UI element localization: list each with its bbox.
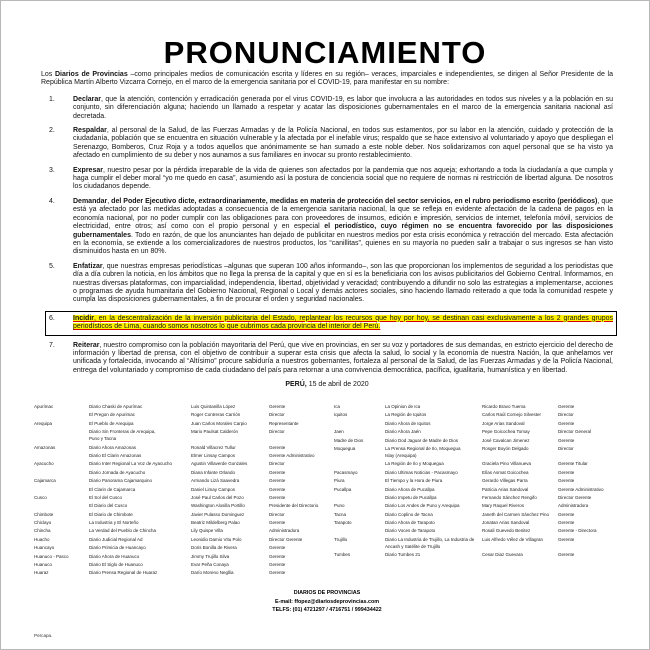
signatory-role: Gerente Titular	[558, 461, 588, 467]
signatory-region	[334, 494, 385, 501]
signatory-row	[34, 460, 326, 468]
signatory-role: Administradora	[558, 503, 589, 509]
signatory-paper: Diario Coplino de Tacna	[385, 511, 433, 517]
signatory-name: Elmer Linsay Campos	[191, 452, 236, 458]
signatory-role: Gerente	[558, 536, 575, 542]
signatory-paper: La Industria y El Norteño	[89, 520, 139, 526]
signatory-role: Director General	[558, 429, 592, 435]
signatory-region: Ica	[334, 404, 341, 409]
signatory-row	[334, 477, 617, 485]
signatory-name: José Paul Carlos del Pozo	[191, 494, 244, 500]
signatory-name: Elías Asmat Goicochea	[482, 469, 529, 475]
item-3	[41, 167, 613, 192]
signatory-row	[334, 460, 617, 468]
signatory-paper: Diario Panorama Cajamarquino	[89, 478, 153, 484]
signatory-region: Moquegua	[334, 445, 356, 451]
item-number: 6.	[49, 314, 55, 322]
signatory-row	[34, 452, 326, 460]
signatory-role: Gerente	[558, 552, 575, 558]
document-title: PRONUNCIAMIENTO	[163, 35, 487, 70]
signatory-region: Arequipa	[34, 420, 53, 426]
signatory-region: Jaen	[334, 429, 344, 435]
signatory-paper: La Prensa Regional de Ilo, Moquegua Islay (Arequipa)	[385, 445, 461, 458]
signatory-role: Director	[269, 461, 285, 467]
item-bold-text: Reiterar	[73, 341, 100, 349]
signatory-row	[334, 445, 617, 460]
signatory-role: Gerente	[558, 511, 575, 517]
signatory-region: Chiclayo	[34, 520, 52, 526]
item-number: 3.	[49, 166, 55, 174]
signatory-paper: Diario Primicia de Huancayo	[89, 545, 146, 551]
signatory-paper: Diario Sin Fronteras de Arequipa, Puno y Tacna	[89, 429, 156, 442]
highlighted-text	[73, 315, 613, 330]
signatory-paper: El Pregon de Apurimac	[89, 412, 136, 418]
signatory-row	[334, 527, 617, 535]
signatory-name: Mary Raquel Riveros	[482, 503, 525, 509]
signatory-name: Jorge Arias Sandoval	[482, 420, 525, 426]
signatory-name: Rosali Guevedo Benitez	[482, 528, 531, 534]
signatory-row	[34, 428, 326, 443]
signatory-name: Javier Pulasso Dominguez	[191, 511, 245, 517]
signatory-row	[34, 569, 326, 577]
item-bold-text: Expresar	[73, 166, 103, 174]
signatory-region: Chincha	[34, 528, 51, 534]
signatory-region: Tumbes	[334, 552, 351, 558]
signatory-region: Huancayo	[34, 545, 55, 551]
signatory-region	[334, 420, 385, 427]
intro-bold: Diarios de Provincias	[55, 71, 128, 78]
signatory-name: Lily Quispe Villa	[191, 528, 223, 534]
signatory-name: Agustin Villaverde Gonzales	[191, 461, 248, 467]
signatory-name: Mario Paulsat Calderón	[191, 429, 239, 435]
signatory-name: Patricia Arias Sandoval	[482, 486, 529, 492]
signatory-role: Director	[558, 412, 574, 418]
signatory-region: Trujillo	[334, 536, 348, 542]
signatory-name: Jonatan Arias Sandoval	[482, 520, 530, 526]
signatory-name: Luis Quintanilla López	[191, 404, 236, 409]
signatory-role: Director	[269, 429, 285, 435]
signatory-name: Beatriz Mildelberg Palao	[191, 520, 240, 526]
signatory-row	[34, 561, 326, 569]
signatory-role: Gerente	[558, 404, 575, 409]
item-text: , que nuestras empresas periodísticas –algunas que superan 100 años informando–, son las que proporcionan los implementos de seguridad a los periodistas que día a día cubren la noticia, en los ámbitos que no llega la prensa de la capital y que en sí es la beneficiaria con los avisos publicitarios del Gobierno Central. Informamos, en nuestras diversas plataformas, con imparcialidad, independencia, libertad, objetividad y veracidad; contribuyendo a difundir no solo las estrategias a implementarse, acciones o programas de ayuda humanitaria del Gobierno Nacional, Regional o Local y demás actores sociales, sino haciendo llamado reiterado a que toda la comunidad respete y cumpla las disposiciones gubernamentales, a fin de procurar el orden y seguridad nacionales.	[73, 262, 613, 304]
signatory-row	[334, 519, 617, 527]
signatory-row	[34, 494, 326, 502]
signatory-region: Ayacucho	[34, 461, 54, 467]
signatory-row	[334, 511, 617, 519]
signatory-name: Armando Lizá Saavedra	[191, 478, 240, 484]
signatory-row	[334, 469, 617, 477]
footer-email: E-mail: ffopez@diariosdeprovincias.com	[274, 598, 380, 605]
date-line	[41, 381, 613, 389]
signatory-paper: El Pueblo de Arequipa	[89, 420, 134, 426]
item-text: , que la atención, contención y erradicación generada por el virus COVID-19, es labor que involucra a las autoridades en todos sus niveles y a la población en su conjunto, sin diferenciación alguna; haciendo un llamado a respetar y acatar las disposiciones gubernamentales en el marco de la emergencia sanitaria nacional así decretada.	[73, 95, 613, 120]
signatory-paper: El Sol del Cusco	[89, 494, 123, 500]
signatory-region: Tarapoto	[334, 520, 352, 526]
date-place: PERÚ,	[285, 381, 307, 389]
signatory-row	[34, 511, 326, 519]
signatory-region: Huanuco - Pasco	[34, 553, 69, 559]
signatory-paper: Diario Impetu de Pucallpa	[385, 494, 437, 500]
signatory-region: Puno	[334, 503, 345, 509]
item-bold-text: Enfatizar	[73, 262, 103, 270]
signatory-paper: El Diario de Chimbote	[89, 511, 133, 517]
signatory-region	[34, 469, 89, 476]
item-number: 5.	[49, 262, 55, 270]
item-number: 2.	[49, 127, 55, 135]
signatory-paper: Diario Chaski de Apurímac	[89, 404, 143, 409]
signatory-paper: El Clarin de Cajamarca	[89, 486, 136, 492]
signatory-paper: Diario Dod Jaguar de Madre de Dios	[385, 437, 459, 443]
signatory-paper: Diario Ahora Jaén	[385, 429, 421, 435]
signatory-name: José Cavalcan Jimenez	[482, 437, 530, 443]
signatory-role: Presidente del Directorio	[269, 503, 319, 509]
item-1	[41, 96, 613, 121]
signatory-role: Gerente	[269, 562, 286, 568]
signatory-role: Director	[558, 445, 574, 451]
footer-phones: TELFS: (01) 4721297 / 4716751 / 999434422	[272, 607, 382, 613]
item-7	[41, 342, 613, 376]
signatory-region: Madre de Dios	[334, 437, 364, 443]
signatory-paper: Diario El Clarin Amazonas	[89, 452, 142, 458]
signatory-region: Iquitos	[334, 412, 348, 418]
signatory-name: Graciela Pino Villanueva	[482, 461, 531, 467]
item-bold-text: Incidir	[73, 314, 95, 322]
signatory-name: Janeth del Carmen Sánchez Pino	[482, 511, 550, 517]
item-bold-text: Demandar	[73, 197, 108, 205]
signatory-row	[334, 486, 617, 494]
signatory-region	[34, 452, 89, 459]
signatories-right	[334, 403, 617, 560]
item-number: 1.	[49, 95, 55, 103]
signatory-name: Cesar Diaz Guevara	[482, 552, 523, 558]
item-text: , nuestro compromiso con la población mayoritaria del Perú, que vive en provincias, en ser su voz y portadores de sus demandas, en estricto ejercicio del derecho de información y libertad de prensa, con el objetivo de contribuir a superar esta crisis que afecta la salud, lo social y la economía de nuestra Nación, la que anhelamos ver unificada y fortalecida, invocando al “Altísimo” procure sabiduría a nuestros gobernantes, fortaleza al personal de la Salud, de las Fuerzas Armadas y de la Policía Nacional, entrega del voluntariado y compromiso de cada ciudadano del país para retornar a una convivencia democrática, pacífica, igualitaria, humanística y en libertad.	[73, 341, 613, 374]
signatory-paper: Diario Ultimas Noticias - Pacasmayo	[385, 469, 458, 475]
signatory-role: Gerente Administrativo	[269, 452, 315, 458]
signatory-name: Rosger Boyón Delgado	[482, 445, 529, 451]
signatory-name: Juan Carlos Morales Carpio	[191, 420, 247, 426]
signatory-row	[34, 536, 326, 544]
signatory-region: Huacho	[34, 536, 50, 542]
item-number: 4.	[49, 197, 55, 205]
item-text: , al personal de la Salud, de las Fuerzas Armadas y de la Policía Nacional, en todos sus estamentos, por su labor en la atención, cuidado y protección de la ciudadanía, población que se encuentra en situación vulnerable y la afectada por el inefable virus; respaldo que se hace extensivo al voluntariado y apoyo que despliegan el Serenazgo, Bomberos, Cruz Roja y a todos aquellos que anónimamente se han sumado a este noble deber. Nos solidarizamos con aquel personal que se ha visto ya afectado en cumplimiento de su deber y nos aunamos a sus familiares en invocar su pronto restablecimiento.	[73, 127, 613, 160]
signatory-row	[334, 403, 617, 411]
signatory-role: Director Gerente	[558, 494, 592, 500]
signatory-name: Diana Infante Orlando	[191, 469, 236, 475]
signatory-row	[34, 420, 326, 428]
item-bold-text: Respaldar	[73, 127, 107, 135]
signatory-role: Gerente	[558, 437, 575, 443]
signatory-row	[334, 551, 617, 559]
document-body	[41, 71, 613, 390]
signatory-row	[34, 477, 326, 485]
item-bold-text: Declarar	[73, 95, 102, 103]
signatory-name: Washington Alosilla Portillo	[191, 503, 245, 509]
intro-paragraph	[41, 71, 613, 88]
signatory-region	[34, 502, 89, 509]
signatory-region: Piura	[334, 478, 345, 484]
signatory-paper: El Tiempo y la Hora de Piura	[385, 478, 443, 484]
signatory-role: Gerente	[558, 520, 575, 526]
signatory-paper: La Región de Ilo y Moquegua	[385, 461, 444, 467]
signatory-paper: Diario Ahora de Iquitos	[385, 420, 431, 426]
signatory-role: Gerente	[558, 469, 575, 475]
signatory-role: Representante	[269, 420, 299, 426]
signatory-name: Ricardo Bravo Tuema	[482, 404, 526, 409]
item-2	[41, 127, 613, 161]
signatory-row	[334, 494, 617, 502]
signatory-region: Tacna	[334, 511, 347, 517]
signatory-region: Apurímac	[34, 404, 54, 409]
intro-pre: Los	[41, 71, 55, 78]
signatory-paper: Diario Ahora de Pucallpa	[385, 486, 435, 492]
signatory-name: Pepe Goicochea Tomay	[482, 429, 530, 435]
item-text: , en la descentralización de la inversión publicitaria del Estado, replantear los recursos que hoy por hoy, se destinan casi exclusivamente a los 2 grandes grupos periodísticos de Lima, cuando somos nosotros lo que cubrimos cada provincia del interior del Perú.	[73, 314, 613, 331]
item-4	[41, 198, 613, 257]
signatory-paper: Diario El Siglo de Huanuco	[89, 562, 143, 568]
item-text: ,	[107, 197, 112, 205]
signatory-role: Gerente	[269, 404, 286, 409]
signatory-row	[34, 502, 326, 510]
signatory-role: Gerente Administrativo	[558, 486, 604, 492]
signatory-region	[334, 527, 385, 534]
signatory-region: Pacasmayo	[334, 469, 358, 475]
signatory-region	[34, 428, 89, 442]
signatory-role: Gerente	[269, 520, 286, 526]
item-text: , nuestro pesar por la pérdida irreparable de la vida de quienes son afectados por la pandemia que nos aqueja; exhortando a toda la ciudadanía a que cumpla y haga cumplir el deber moral “yo me quedo en casa”, asumiendo así la postura de conciencia social que no requiere de normas ni restricción de libertad alguna. De nosotros los ciudadanos depende.	[73, 166, 613, 191]
signatory-row	[334, 437, 617, 445]
signatory-role: Gerente	[269, 469, 286, 475]
signatory-row	[334, 502, 617, 510]
item-bold-text: el periodístico, cuyo régimen no se encuentra favorecido por las disposiciones gubernamentales	[73, 223, 614, 239]
signatory-role: Director	[269, 511, 285, 517]
signatory-role: Director	[269, 412, 285, 418]
footer	[41, 589, 613, 615]
signatory-paper: Diario Voces de Tarapoto	[385, 528, 436, 534]
signatory-region: Huanuco	[34, 562, 53, 568]
signatory-name: Roger Contreras Carrión	[191, 412, 241, 418]
signatory-row	[34, 486, 326, 494]
signatory-row	[334, 420, 617, 428]
signatory-role: Gerente	[269, 570, 286, 576]
signatory-paper: Diario Ahora de Huanuco	[89, 553, 140, 559]
numbered-items	[41, 96, 613, 375]
item-text: , que está ya afectado por las medidas adoptadas a consecuencia de la emergencia sanitaria nacional, la que se refleja en evidente afectación de la cadena de pagos en la economía nacional, por no poder cumplir con las obligaciones para con proveedores de insumos, edición e impresión, servicios de internet, telefonía móvil, servicios de electricidad, entre otros; así como con el propio personal y en especial	[73, 197, 614, 231]
signatory-paper: La Región de Iquitos	[385, 412, 427, 418]
signatory-row	[34, 411, 326, 419]
signatory-paper: Diario La Industria de Trujillo, La Industria de Ancash y Satélite de Trujillo	[385, 536, 475, 549]
signatory-role: Gerente	[269, 545, 286, 551]
signatory-role: Gerente	[269, 486, 286, 492]
signatories-left	[34, 403, 326, 578]
signatory-name: Ronald Villacrez Tullur	[191, 444, 236, 450]
signatory-role: Gerente	[269, 553, 286, 559]
signatory-row	[34, 553, 326, 561]
signatory-name: Leonidio Damio Vitu Polo	[191, 536, 242, 542]
signatory-paper: La Opinion de Ica	[385, 404, 421, 409]
signatory-role: Administradora	[269, 528, 300, 534]
signatory-paper: Diario Los Andes de Puno y Arequipa	[385, 503, 460, 509]
signatory-row	[34, 469, 326, 477]
signatory-paper: Diario Jornada de Ayacucho	[89, 469, 146, 475]
signatory-role: Gerente - Directora	[558, 528, 597, 534]
signatory-name: Jimmy Trujillo Silva	[191, 553, 230, 559]
signatory-region: Cajamarca	[34, 478, 56, 484]
signatory-row	[34, 519, 326, 527]
footer-org: DIARIOS DE PROVINCIAS	[293, 590, 361, 596]
signatory-paper: Diario Inter Regional La Voz de Ayacucho	[89, 461, 172, 467]
signatory-region: Cusco	[34, 494, 47, 500]
signatory-paper: Diario Judicial Regional Ad	[89, 536, 143, 542]
signatory-role: Gerente	[269, 444, 286, 450]
signatory-row	[334, 411, 617, 419]
signatory-role: Gerente	[269, 494, 286, 500]
signatory-row	[34, 544, 326, 552]
credit: Percapa.	[34, 633, 53, 638]
item-5	[41, 263, 613, 305]
item-number: 7.	[49, 341, 55, 349]
signatory-name: Daniel Limay Campos	[191, 486, 236, 492]
item-bold-text: del Poder Ejecutivo dicte, extraordinariamente, medidas en materia de protección del sector servicios, en el rubro periodismo escrito (periódicos)	[111, 197, 598, 205]
signatory-row	[34, 403, 326, 411]
signatory-row	[34, 527, 326, 535]
signatory-row	[334, 428, 617, 436]
item-6	[45, 311, 617, 336]
signatory-paper: Diario Ahora Amazonas	[89, 444, 137, 450]
signatory-region	[34, 411, 89, 418]
signatory-name: Luis Alfredo Vélez de Villagran	[482, 536, 543, 542]
signatory-paper: Diario Prensa Regional de Huaraz	[89, 570, 158, 576]
signatory-row	[34, 444, 326, 452]
signatory-role: Gerente	[269, 478, 286, 484]
signatory-region: Huaraz	[34, 570, 49, 576]
signatory-row	[334, 536, 617, 551]
signatory-role: Director Gerente	[269, 536, 303, 542]
signatory-paper: Diario Tumbes 21	[385, 552, 421, 558]
date-text: 15 de abril de 2020	[306, 381, 369, 389]
signatory-region: Pucallpa	[334, 486, 352, 492]
signatory-region	[334, 460, 385, 467]
signatory-name: Darío Moreno Negllia	[191, 570, 234, 576]
signatory-region: Chimbote	[34, 511, 54, 517]
signatory-paper: Diario Ahora de Tarapoto	[385, 520, 435, 526]
signatory-region	[34, 486, 89, 493]
signatory-name: Doris Bonilla de Rivera	[191, 545, 237, 551]
signatory-name: Gerardo Villegas Parra	[482, 478, 528, 484]
signatory-name: Evar Peña Conaya	[191, 562, 229, 568]
signatory-paper: La Verdad del Pueblo de Chincha	[89, 528, 157, 534]
signatory-role: Gerente	[558, 478, 575, 484]
signatory-name: Fernando Sánchez Rengifo	[482, 494, 537, 500]
signatory-region: Amazonas	[34, 444, 56, 450]
signatory-paper: El Diario del Cusco	[89, 503, 128, 509]
intro-post: –como principales medios de comunicación escrita y líderes en su región– veraces, imparciales e independientes, se dirigen al Señor Presidente de la República Martín Alberto Vizcarra Cornejo, en el marco de la emergencia sanitaria por el COVID-19, para manifestar en su nombre:	[41, 71, 614, 87]
signatory-role: Gerente	[558, 420, 575, 426]
item-text: . Todo en razón, de que los anunciantes han dejado de publicitar en nuestros medios por esta crisis económica y retracción del mercado. Esta afectación en la economía, se extiende a los comercializadores de nuestros productos, los “canillitas”, quienes en su mayoría no pueden salir a trabajar o sus ingresos se han visto disminuidos hasta en un 80%.	[73, 231, 613, 256]
signatory-name: Carlos Raúl Cornejo Silvester	[482, 412, 542, 418]
